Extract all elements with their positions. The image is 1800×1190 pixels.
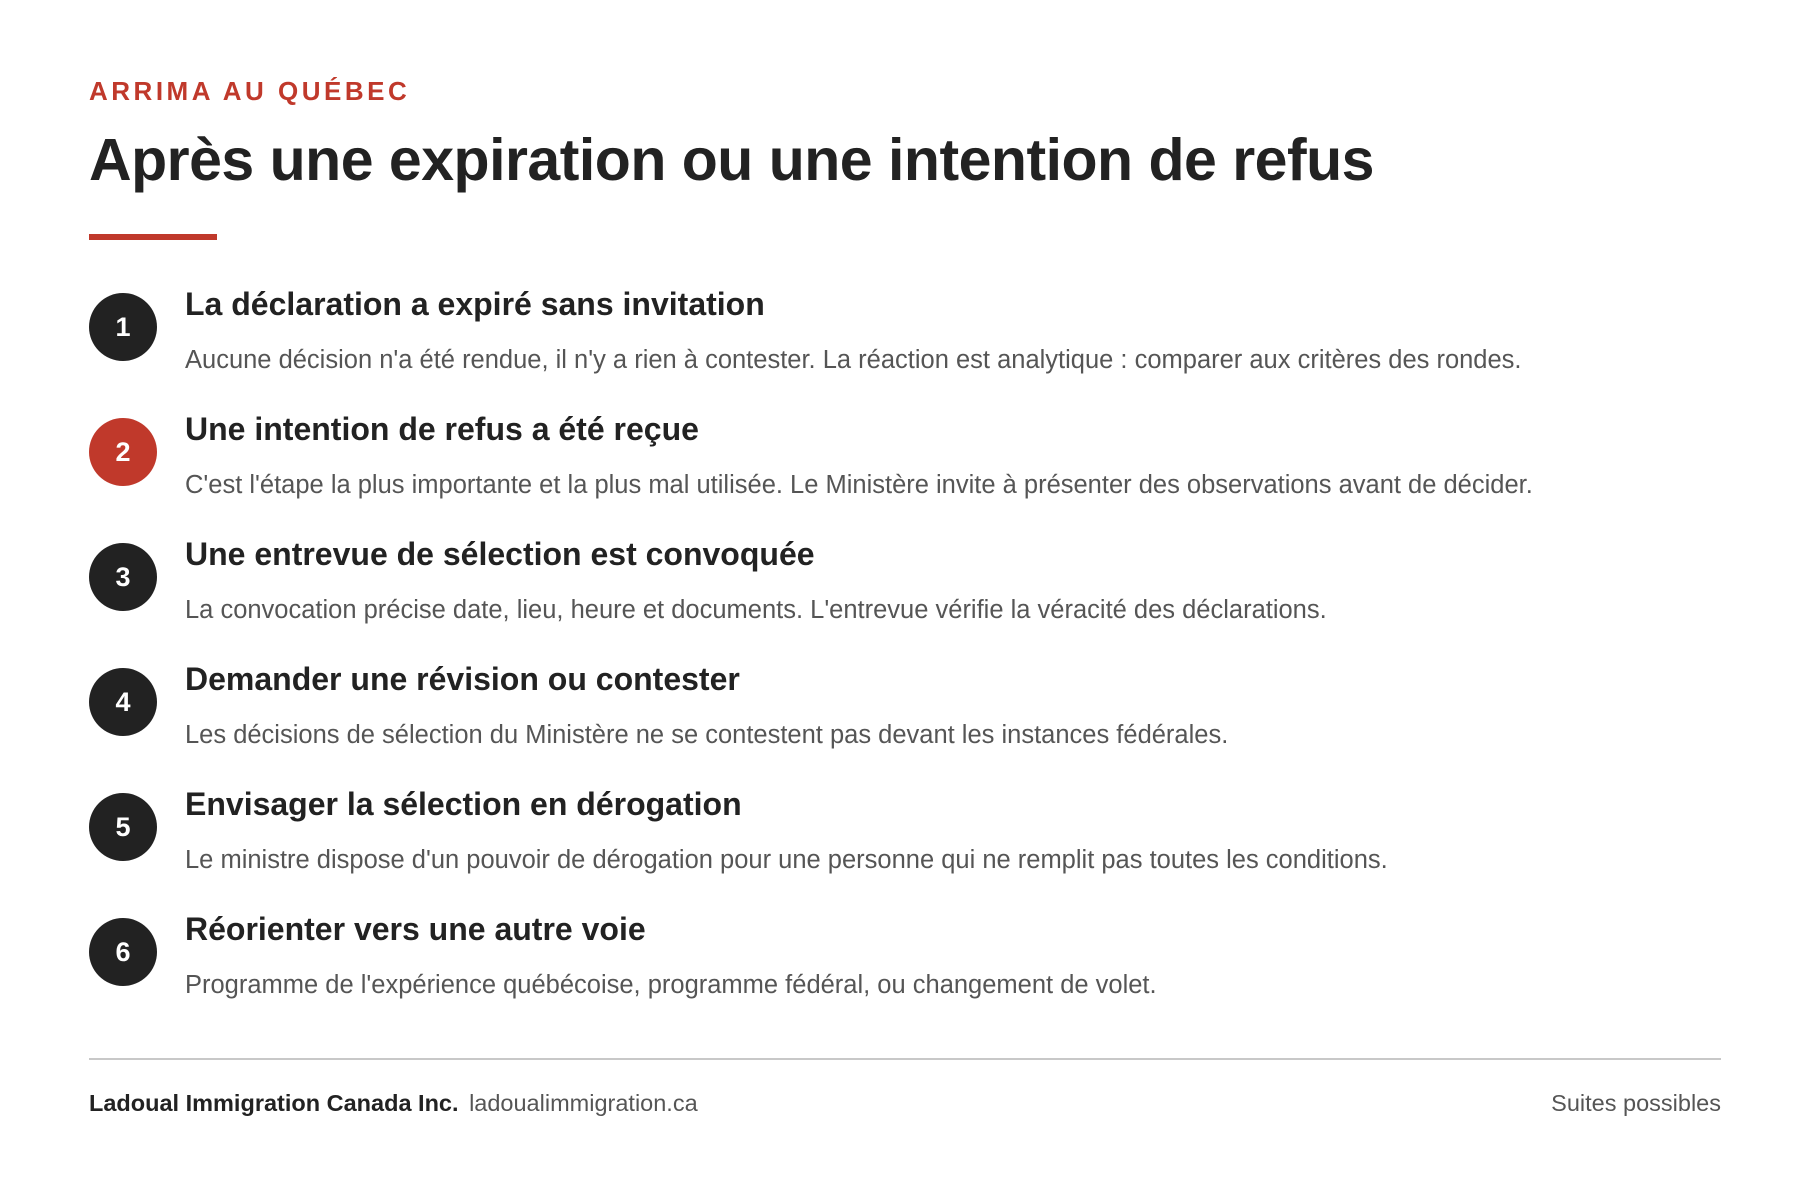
step-number-badge: 6 bbox=[89, 918, 157, 986]
kicker-label: ARRIMA AU QUÉBEC bbox=[89, 76, 411, 106]
step-description: Aucune décision n'a été rendue, il n'y a rien à contester. La réaction est analytique : comparer aux critères des rondes. bbox=[185, 346, 1522, 374]
step-heading: La déclaration a expiré sans invitation bbox=[185, 286, 765, 322]
step-heading: Une entrevue de sélection est convoquée bbox=[185, 536, 815, 572]
step-description: Le ministre dispose d'un pouvoir de dérogation pour une personne qui ne remplit pas toutes les conditions. bbox=[185, 846, 1388, 874]
step-heading: Une intention de refus a été reçue bbox=[185, 411, 699, 447]
footer-section-label: Suites possibles bbox=[1551, 1090, 1721, 1116]
footer-left bbox=[89, 1090, 698, 1117]
step-number-badge: 1 bbox=[89, 293, 157, 361]
step-item bbox=[89, 286, 1729, 411]
step-number-badge: 5 bbox=[89, 793, 157, 861]
footer-brand: Ladoual Immigration Canada Inc. bbox=[89, 1090, 459, 1116]
step-number-badge: 3 bbox=[89, 543, 157, 611]
step-number-badge: 4 bbox=[89, 668, 157, 736]
step-heading: Envisager la sélection en dérogation bbox=[185, 786, 742, 822]
step-description: La convocation précise date, lieu, heure et documents. L'entrevue vérifie la véracité des déclarations. bbox=[185, 596, 1327, 624]
step-item bbox=[89, 661, 1729, 786]
steps-list bbox=[89, 286, 1729, 1036]
step-heading: Réorienter vers une autre voie bbox=[185, 911, 646, 947]
page-title: Après une expiration ou une intention de refus bbox=[89, 127, 1374, 193]
step-description: Les décisions de sélection du Ministère ne se contestent pas devant les instances fédérales. bbox=[185, 721, 1229, 749]
step-item bbox=[89, 536, 1729, 661]
title-accent-rule bbox=[89, 234, 217, 240]
step-number-badge-highlighted: 2 bbox=[89, 418, 157, 486]
footer-site-link[interactable]: ladoualimmigration.ca bbox=[469, 1090, 698, 1116]
step-item bbox=[89, 786, 1729, 911]
step-item bbox=[89, 911, 1729, 1036]
footer bbox=[89, 1090, 1721, 1117]
footer-divider bbox=[89, 1058, 1721, 1060]
step-heading: Demander une révision ou contester bbox=[185, 661, 740, 697]
step-description: Programme de l'expérience québécoise, programme fédéral, ou changement de volet. bbox=[185, 971, 1157, 999]
step-description: C'est l'étape la plus importante et la plus mal utilisée. Le Ministère invite à présenter des observations avant de décider. bbox=[185, 471, 1533, 499]
step-item bbox=[89, 411, 1729, 536]
